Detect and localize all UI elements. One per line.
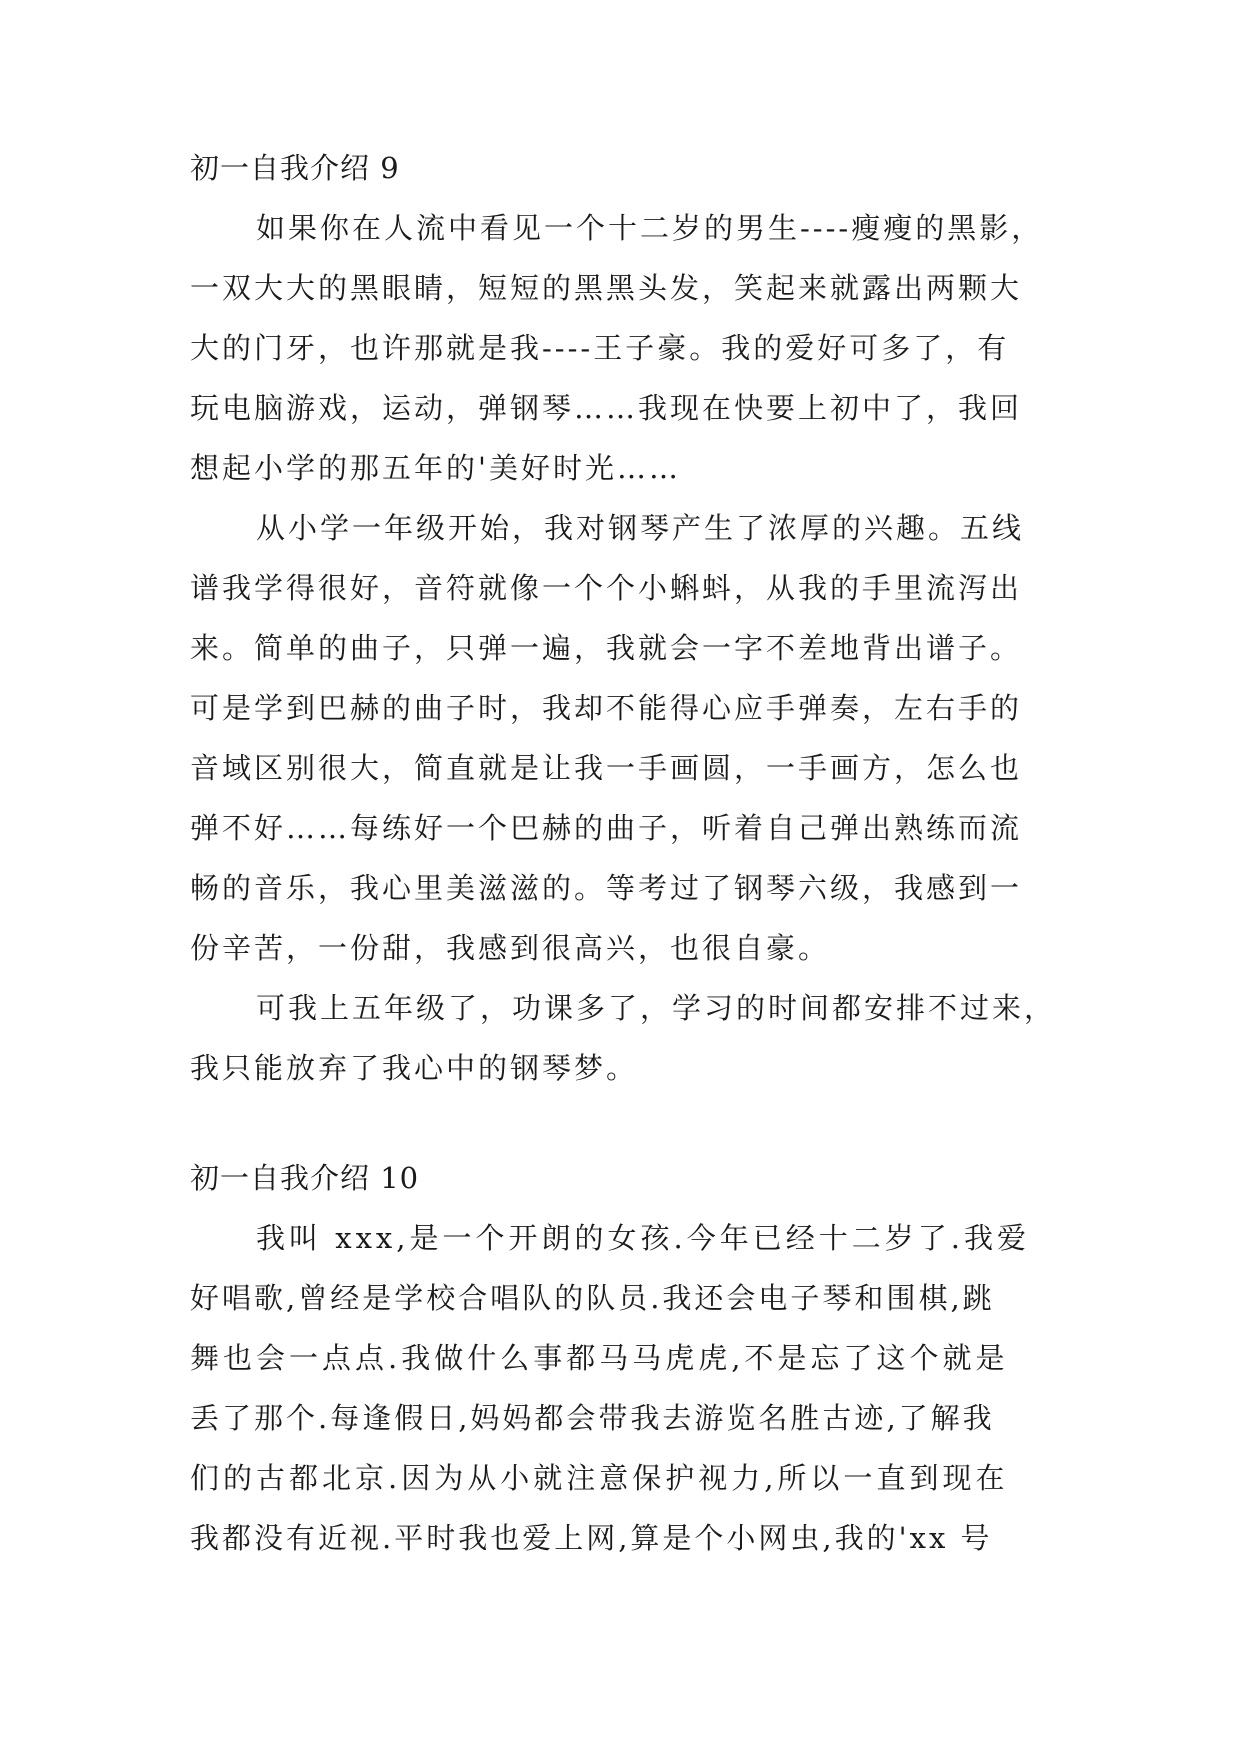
paragraph-line: 舞也会一点点.我做什么事都马马虎虎,不是忘了这个就是 <box>190 1341 1009 1375</box>
paragraph-line: 我叫 xxx,是一个开朗的女孩.今年已经十二岁了.我爱 <box>256 1221 1030 1255</box>
paragraph-line: 可是学到巴赫的曲子时，我却不能得心应手弹奏，左右手的 <box>190 691 1023 725</box>
paragraph-line: 我都没有近视.平时我也爱上网,算是个小网虫,我的'xx 号 <box>190 1521 993 1555</box>
paragraph-line: 可我上五年级了，功课多了，学习的时间都安排不过来， <box>256 991 1057 1025</box>
paragraph-line: 畅的音乐，我心里美滋滋的。等考过了钢琴六级，我感到一 <box>190 871 1023 905</box>
section-intro-9 <box>190 148 1070 1098</box>
paragraph-line: 我只能放弃了我心中的钢琴梦。 <box>190 1051 639 1085</box>
paragraph-line: 好唱歌,曾经是学校合唱队的队员.我还会电子琴和围棋,跳 <box>190 1281 995 1315</box>
paragraph-line: 丢了那个.每逢假日,妈妈都会带我去游览名胜古迹,了解我 <box>190 1401 995 1435</box>
section-intro-10 <box>190 1158 1070 1568</box>
paragraph-line: 份辛苦，一份甜，我感到很高兴，也很自豪。 <box>190 931 831 965</box>
paragraph-line: 一双大大的黑眼睛，短短的黑黑头发，笑起来就露出两颗大 <box>190 271 1023 305</box>
paragraph-line: 弹不好……每练好一个巴赫的曲子，听着自己弹出熟练而流 <box>190 811 1023 845</box>
paragraph-line: 大的门牙，也许那就是我----王子豪。我的爱好可多了，有 <box>190 331 1010 365</box>
paragraph-line: 来。简单的曲子，只弹一遍，我就会一字不差地背出谱子。 <box>190 631 1023 665</box>
paragraph-line: 谱我学得很好，音符就像一个个小蝌蚪，从我的手里流泻出 <box>190 571 1023 605</box>
section-title: 初一自我介绍 9 <box>190 151 400 185</box>
paragraph-line: 从小学一年级开始，我对钢琴产生了浓厚的兴趣。五线 <box>256 511 1025 545</box>
paragraph-line: 们的古都北京.因为从小就注意保护视力,所以一直到现在 <box>190 1461 1009 1495</box>
paragraph-line: 如果你在人流中看见一个十二岁的男生----瘦瘦的黑影， <box>256 211 1044 245</box>
paragraph-line: 想起小学的那五年的'美好时光…… <box>190 451 681 485</box>
paragraph-line: 玩电脑游戏，运动，弹钢琴……我现在快要上初中了，我回 <box>190 391 1023 425</box>
paragraph-line: 音域区别很大，简直就是让我一手画圆，一手画方，怎么也 <box>190 751 1023 785</box>
section-title: 初一自我介绍 10 <box>190 1161 420 1195</box>
